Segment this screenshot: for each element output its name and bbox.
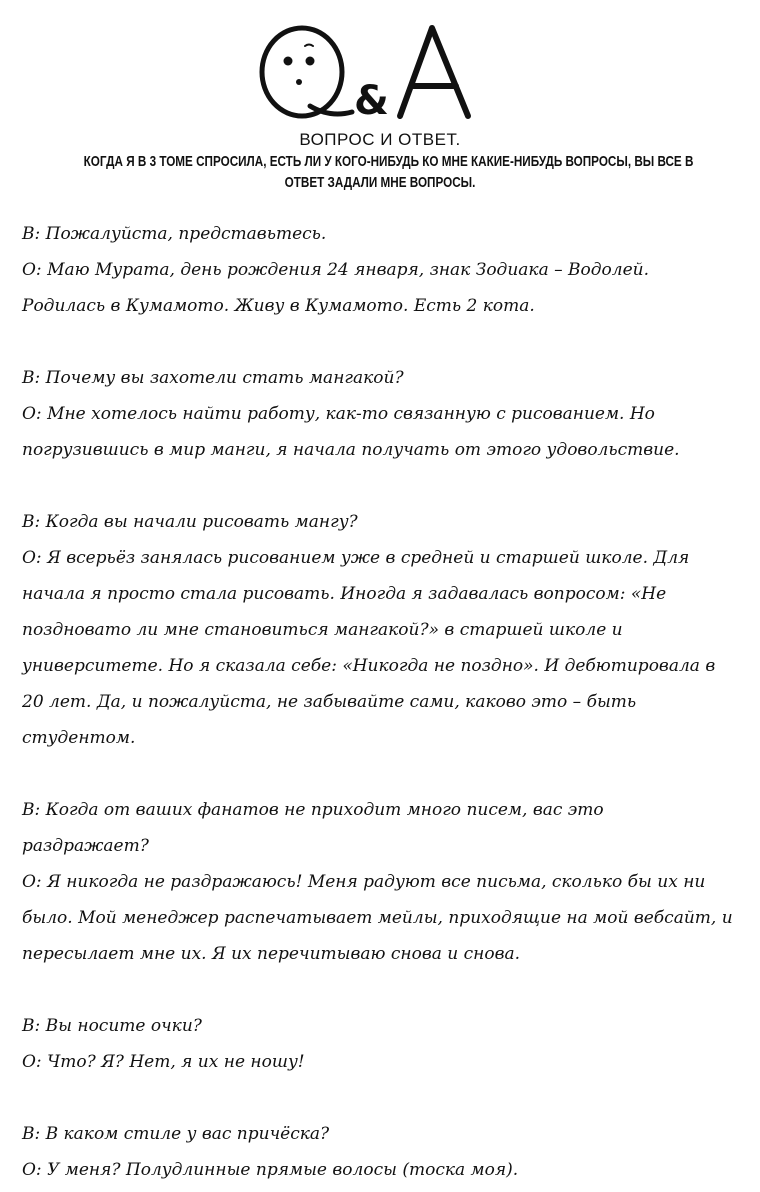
qa-line: В: Когда от ваших фанатов не приходит много писем, вас это [22,800,604,820]
qa-line: студентом. [22,728,136,748]
letter-a-glyph [400,28,468,116]
face-q-outline [262,28,342,116]
qa-line: В: Почему вы захотели стать мангакой? [22,368,404,388]
qa-line: поздновато ли мне становиться мангакой?» в старшей школе и [22,620,623,640]
qa-line: университете. Но я сказала себе: «Никогда не поздно». И дебютировала в [22,656,716,676]
qa-line: было. Мой менеджер распечатывает мейлы, приходящие на мой вебсайт, и [22,908,733,928]
page-subtitle-line-2: ОТВЕТ ЗАДАЛИ МНЕ ВОПРОСЫ. [284,174,476,191]
qa-spacer [22,972,750,1008]
face-mouth [296,79,302,85]
qa-line: В: Когда вы начали рисовать мангу? [22,512,358,532]
qa-line: О: Мне хотелось найти работу, как-то связанную с рисованием. Но [22,404,655,424]
qa-list [22,216,750,1188]
qa-line: начала я просто стала рисовать. Иногда я задавалась вопросом: «Не [22,584,667,604]
qa-line: О: Я всерьёз занялась рисованием уже в средней и старшей школе. Для [22,548,690,568]
qa-line: О: Что? Я? Нет, я их не ношу! [22,1052,305,1072]
qa-line: пересылает мне их. Я их перечитываю снова и снова. [22,944,521,964]
qa-spacer [22,324,750,360]
qa-line: В: В каком стиле у вас причёска? [22,1124,330,1144]
face-q-logo [250,16,500,126]
page-subtitle-line-1: КОГДА Я В 3 ТОМЕ СПРОСИЛА, ЕСТЬ ЛИ У КОГО-НИБУДЬ КО МНЕ КАКИЕ-НИБУДЬ ВОПРОСЫ, ВЫ ВСЕ В [83,153,694,170]
qa-spacer [22,756,750,792]
qa-line: 20 лет. Да, и пожалуйста, не забывайте сами, каково это – быть [22,692,637,712]
qa-spacer [22,1080,750,1116]
face-brow [305,45,313,47]
page-title: ВОПРОС И ОТВЕТ. [299,130,461,149]
qa-line: О: Я никогда не раздражаюсь! Меня радуют все письма, сколько бы их ни [22,872,706,892]
qa-line: О: У меня? Полудлинные прямые волосы (тоска моя). [22,1160,519,1180]
qa-line: раздражает? [22,836,149,856]
qa-line: О: Маю Мурата, день рождения 24 января, знак Зодиака – Водолей. [22,260,649,280]
qa-spacer [22,468,750,504]
ampersand-glyph: & [354,78,389,124]
qa-line: В: Пожалуйста, представьтесь. [22,224,327,244]
page-header [0,129,760,193]
qa-line: погрузившись в мир манги, я начала получать от этого удовольствие. [22,440,680,460]
face-left-eye [284,57,293,66]
face-right-eye [306,57,315,66]
qa-line: Родилась в Кумамото. Живу в Кумамото. Есть 2 кота. [22,296,535,316]
qa-line: В: Вы носите очки? [22,1016,202,1036]
